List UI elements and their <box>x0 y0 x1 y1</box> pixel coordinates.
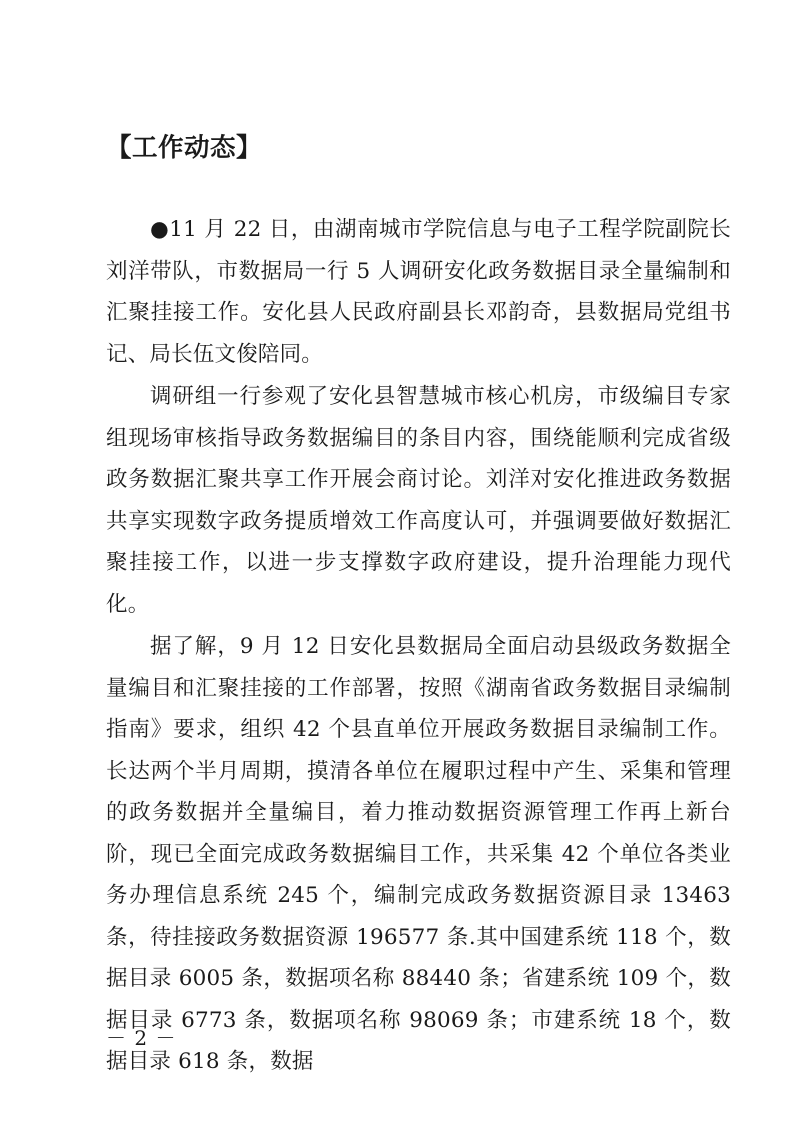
section-heading: 【工作动态】 <box>106 133 263 163</box>
paragraph-1: ●11 月 22 日，由湖南城市学院信息与电子工程学院副院长刘洋带队，市数据局一行 5 人调研安化政务数据目录全量编制和汇聚挂接工作。安化县人民政府副县长邓韵奇，县数据局党组书记、局长伍文俊陪同。 <box>106 217 731 367</box>
paragraph-2: 调研组一行参观了安化县智慧城市核心机房，市级编目专家组现场审核指导政务数据编目的条目内容，围绕能顺利完成省级政务数据汇聚共享工作开展会商讨论。刘洋对安化推进政务数据共享实现数字政务提质增效工作高度认可，并强调要做好数据汇聚挂接工作，以进一步支撑数字政府建设，提升治理能力现代化。 <box>106 384 731 617</box>
paragraph-3: 据了解，9 月 12 日安化县数据局全面启动县级政务数据全量编目和汇聚挂接的工作部署，按照《湖南省政务数据目录编制指南》要求，组织 42 个县直单位开展政务数据目录编制工作。长达两个半月周期，摸清各单位在履职过程中产生、采集和管理的政务数据并全量编目，着力推动数据资源管理工作再上新台阶，现已全面完成政务数据编目工作，共采集 42 个单位各类业务办理信息系统 245 个，编制完成政务数据资源目录 13463 条，待挂接政务数据资源 196577 条.其中国建系统 118 个，数据目录 6005 条，数据项名称 88440 条；省建系统 109 个，数据目录 6773 条，数据项名称 98069 条；市建系统 18 个，数据目录 618 条，数据 <box>106 634 731 1075</box>
document-content <box>106 132 731 1084</box>
page-number: － 2 － <box>106 1026 177 1050</box>
